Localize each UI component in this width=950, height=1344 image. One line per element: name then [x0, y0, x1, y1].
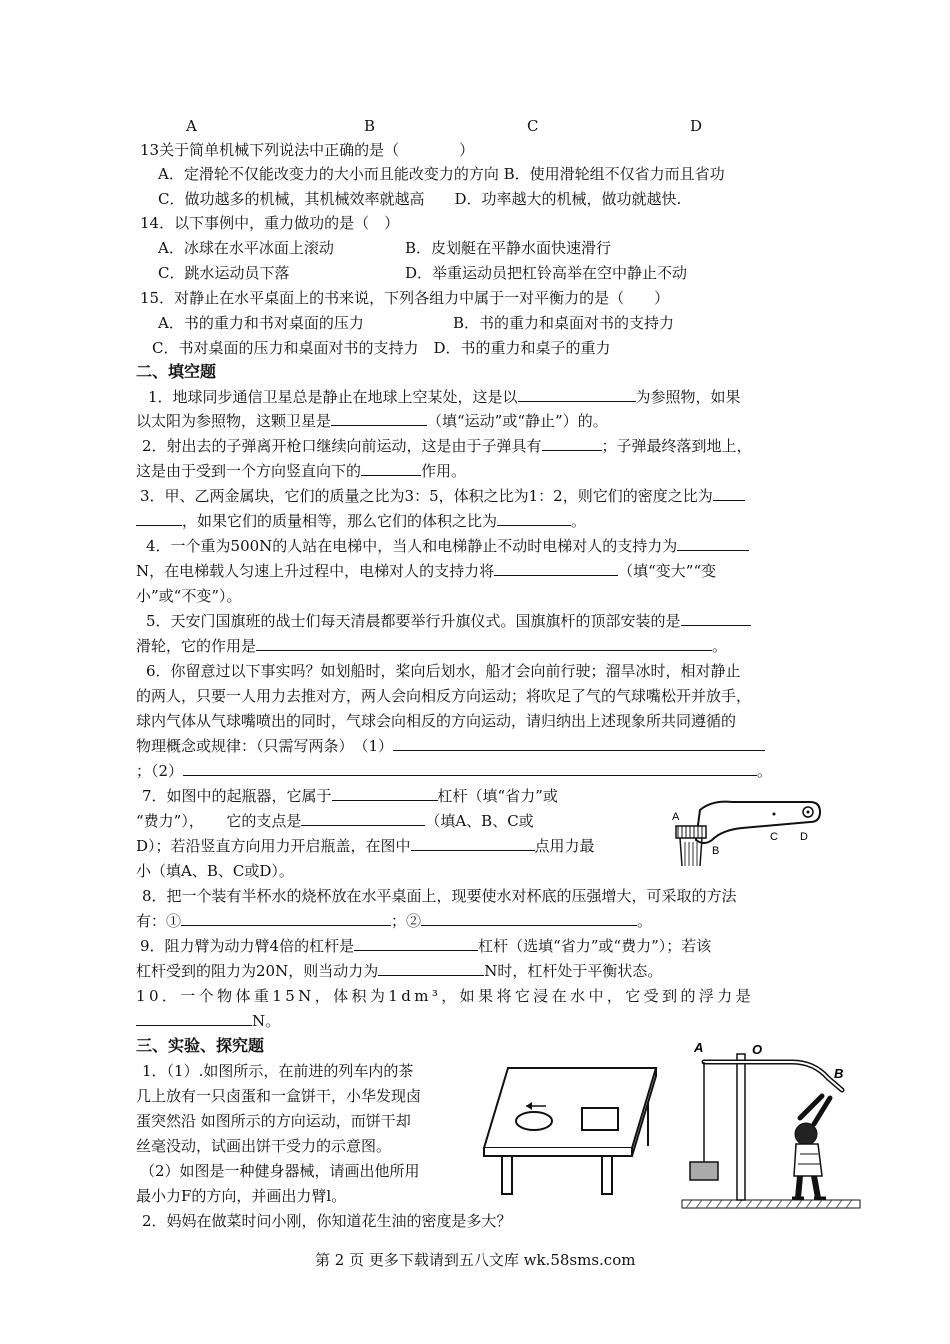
fill-q3-line2: ，如果它们的质量相等，那么它们的体积之比为 。 — [136, 511, 586, 531]
fill-q7-line4: 小（填A、B、C或D）。 — [136, 862, 294, 880]
answer-blank[interactable] — [378, 961, 484, 976]
table-top — [484, 1068, 656, 1148]
answer-blank[interactable] — [181, 911, 391, 926]
answer-blank[interactable] — [681, 611, 751, 626]
table-front-edge — [484, 1148, 632, 1156]
fill-q8-line1: 8．把一个装有半杯水的烧杯放在水平桌面上，现要使水对杯底的压强增大，可采取的方法 — [142, 887, 737, 905]
boy-figure — [792, 1096, 830, 1198]
answer-blank[interactable] — [393, 736, 765, 751]
option-letter-d: D — [690, 117, 703, 135]
fill-q6-line5: ；（2） 。 — [136, 762, 773, 780]
exp-q2-line1: 2．妈妈在做菜时问小刚，你知道花生油的密度是多大？ — [142, 1212, 512, 1230]
section-3-title: 三、实验、探究题 — [136, 1036, 265, 1055]
fill-q4-line1: 4．一个重为500N的人站在电梯中，当人和电梯静止不动时电梯对人的支持力为 — [146, 536, 749, 556]
answer-blank[interactable] — [677, 536, 749, 551]
answer-blank[interactable] — [494, 561, 618, 576]
fill-q6-line2: 的两人，只要一人用力去推对方，两人会向相反方向运动；将吹足了气的气球嘴松开并放手， — [136, 687, 752, 705]
fill-q4-line2: N，在电梯载人匀速上升过程中，电梯对人的支持力将 （填“变大”“变 — [136, 562, 717, 580]
braised-egg — [516, 1112, 552, 1130]
train-table-figure — [480, 1064, 675, 1199]
q14-option-d: D．举重运动员把杠铃高举在空中静止不动 — [405, 264, 688, 282]
option-letter-c: C — [527, 117, 539, 135]
exp-q1-line5: （2）如图是一种健身器械，请画出他所用 — [140, 1162, 420, 1180]
option-letter-b: B — [364, 117, 376, 135]
gym-label-b: B — [834, 1066, 844, 1081]
fill-q2-line1: 2．射出去的子弹离开枪口继续向前运动，这是由于子弹具有 ；子弹最终落到地上， — [142, 437, 752, 455]
exp-q1-line6: 最小力F的方向，并画出力臂l。 — [136, 1187, 347, 1205]
answer-blank[interactable] — [713, 486, 745, 501]
fill-q1-line2: 以太阳为参照物，这颗卫星是 （填“运动”或“静止”）的。 — [136, 412, 608, 430]
fitness-equipment-figure — [682, 1038, 860, 1208]
table-leg-left — [502, 1156, 512, 1194]
option-letter-a: A — [186, 117, 197, 135]
bottle-stripes — [685, 842, 697, 866]
fill-q4-line3: 小”或“不变”）。 — [136, 587, 242, 605]
opener-label-d: D — [800, 831, 808, 843]
answer-blank[interactable] — [497, 511, 571, 526]
page-footer: 第 2 页 更多下载请到五八文库 wk.58sms.com — [315, 1251, 636, 1269]
fill-q10-line1: 10．一个物体重15N，体积为1dm³，如果将它浸在水中，它受到的浮力是 — [136, 987, 755, 1005]
answer-blank[interactable] — [256, 636, 712, 651]
q15-option-a: A．书的重力和书对桌面的压力 — [158, 314, 364, 332]
answer-blank[interactable] — [136, 1011, 252, 1026]
fill-q9-line2: 杠杆受到的阻力为20N，则当动力为 N时，杠杆处于平衡状态。 — [136, 962, 663, 980]
fill-q7-line3: D）；若沿竖直方向用力开启瓶盖，在图中 点用力最 — [136, 837, 595, 855]
opener-label-a: A — [672, 811, 680, 823]
cracker-box — [582, 1108, 618, 1130]
answer-blank[interactable] — [411, 836, 535, 851]
table-leg-right — [602, 1156, 612, 1194]
fill-q6-line4: 物理概念或规律：（只需写两条） （1） — [136, 736, 765, 756]
opener-hole-center — [807, 811, 810, 814]
q14-option-a: A．冰球在水平冰面上滚动 — [158, 239, 334, 257]
answer-blank[interactable] — [542, 436, 602, 451]
q15-options-cd: C．书对桌面的压力和桌面对书的支持力 D．书的重力和桌子的重力 — [152, 339, 611, 357]
fill-q9-line1: 9．阻力臂为动力臂4倍的杠杆是 杠杆（选填“省力”或“费力”）；若该 — [140, 937, 712, 955]
fill-q5-line2: 滑轮，它的作用是 。 — [136, 637, 728, 655]
opener-label-c: C — [770, 831, 778, 843]
fill-q6-line1: 6．你留意过以下事实吗？如划船时，桨向后划水，船才会向前行驶；溜旱冰时，相对静止 — [146, 662, 741, 680]
q15-stem: 15．对静止在水平桌面上的书来说，下列各组力中属于一对平衡力的是（ ） — [140, 289, 670, 307]
q13-stem: 13关于简单机械下列说法中正确的是（ ） — [140, 141, 475, 159]
lever-arm — [704, 1062, 842, 1090]
q15-option-b: B．书的重力和桌面对书的支持力 — [453, 314, 675, 332]
cap-ridges — [678, 826, 702, 838]
q14-option-c: C．跳水运动员下落 — [158, 264, 290, 282]
fill-q2-line2: 这是由于受到一个方向竖直向下的 作用。 — [136, 462, 467, 480]
gym-label-o: O — [752, 1042, 763, 1057]
section-2-title: 二、填空题 — [136, 362, 217, 381]
answer-blank[interactable] — [183, 761, 757, 776]
answer-blank[interactable] — [518, 387, 636, 402]
fill-q7-line1: 7．如图中的起瓶器，它属于 杠杆（填“省力”或 — [142, 787, 558, 805]
support-post — [737, 1054, 745, 1200]
answer-blank[interactable] — [331, 411, 427, 426]
fill-q6-line3: 球内气体从气球嘴喷出的同时，气球会向相反的方向运动，请归纳出上述现象所共同遵循的 — [136, 712, 737, 730]
answer-blank[interactable] — [361, 461, 421, 476]
lever-arm-inner — [704, 1062, 842, 1090]
bottle-opener-figure — [672, 796, 822, 866]
exp-q1-line4: 丝毫没动，试画出饼干受力的示意图。 — [136, 1137, 392, 1155]
answer-blank[interactable] — [354, 936, 478, 951]
fill-q5-line1: 5．天安门国旗班的战士们每天清晨都要举行升旗仪式。国旗旗杆的顶部安装的是 — [146, 611, 751, 631]
answer-blank[interactable] — [421, 911, 637, 926]
answer-blank[interactable] — [332, 786, 438, 801]
q14-stem: 14．以下事例中，重力做功的是（ ） — [140, 214, 400, 232]
exp-q1-line2: 几上放有一只卤蛋和一盒饼干，小华发现卤 — [136, 1087, 422, 1105]
opener-label-b: B — [712, 845, 720, 857]
q14-option-b: B．皮划艇在平静水面快速滑行 — [405, 239, 612, 257]
exp-q1-line1: 1．（1）.如图所示，在前进的列车内的茶 — [142, 1062, 414, 1080]
exp-q1-line3: 蛋突然沿 如图所示的方向运动，而饼干却 — [136, 1112, 411, 1130]
q13-options-1: A．定滑轮不仅能改变力的大小而且能改变力的方向 B．使用滑轮组不仅省力而且省功 — [158, 165, 725, 183]
fill-q1-line1: 1．地球同步通信卫星总是静止在地球上空某处，这是以 为参照物，如果 — [148, 388, 741, 406]
answer-blank[interactable] — [136, 511, 182, 526]
fill-q8-line2: 有：① ；② 。 — [136, 912, 653, 930]
gym-label-a: A — [694, 1040, 704, 1055]
fill-q10-line2: N。 — [136, 1011, 280, 1031]
q13-options-2: C．做功越多的机械，其机械效率就越高 D．功率越大的机械，做功就越快. — [158, 190, 682, 208]
fill-q7-line2: “费力”）， 它的支点是 （填A、B、C或 — [136, 812, 534, 830]
answer-blank[interactable] — [301, 811, 425, 826]
weight-block — [690, 1162, 718, 1180]
fill-q3-line1: 3．甲、乙两金属块，它们的质量之比为3：5，体积之比为1：2，则它们的密度之比为 — [140, 486, 745, 506]
opener-point-c — [773, 813, 776, 816]
